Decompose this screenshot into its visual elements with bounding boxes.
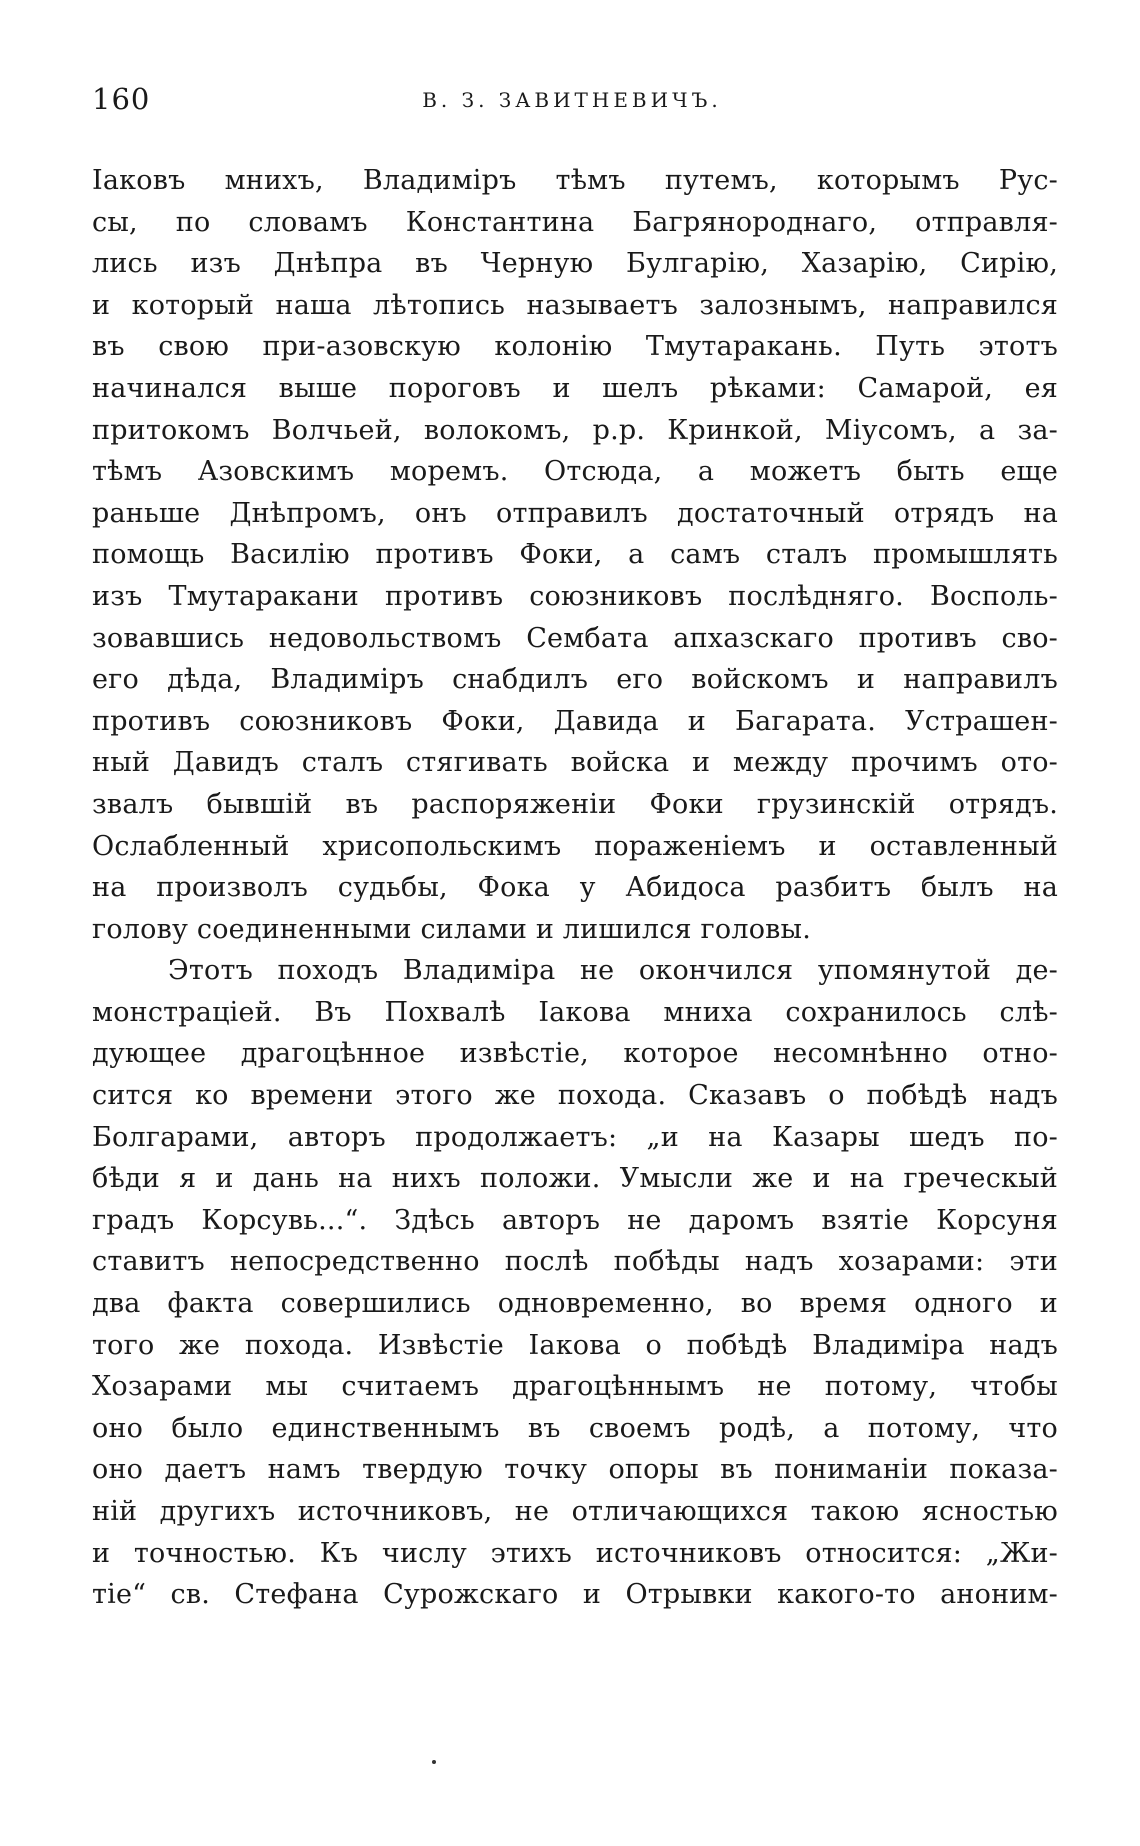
text-line: начинался выше пороговъ и шелъ рѣками: Самарой, ея [92,372,1058,404]
text-line: бѣди я и дань на нихъ положи. Умысли же и на греческый [92,1163,1058,1195]
text-line: изъ Тмутаракани противъ союзниковъ послѣдняго. Восполь- [92,580,1058,612]
text-line: помощь Василію противъ Фоки, а самъ сталъ промышлять [92,539,1058,571]
text-line: дующее драгоцѣнное извѣстіе, которое несомнѣнно отно- [92,1038,1058,1070]
text-line: Іаковъ мнихъ, Владиміръ тѣмъ путемъ, которымъ Рус- [92,165,1058,196]
text-line: ній другихъ источниковъ, не отличающихся такою ясностью [92,1496,1058,1527]
text-line: его дѣда, Владиміръ снабдилъ его войскомъ и направилъ [92,664,1058,696]
text-line: тіе“ св. Стефана Сурожскаго и Отрывки какого-то аноним- [92,1579,1058,1611]
stray-ink-mark [432,1760,436,1764]
running-head: В. З. ЗАВИТНЕВИЧЪ. [422,88,722,112]
text-line: голову соединенными силами и лишился головы. [92,913,812,945]
page-header [92,82,1052,122]
text-line: сы, по словамъ Константина Багрянороднаго, отправля- [92,206,1058,238]
text-line: притокомъ Волчьей, волокомъ, р.р. Кринкой, Міусомъ, а за- [92,414,1058,446]
text-line: монстраціей. Въ Похвалѣ Іакова мниха сохранилось слѣ- [92,996,1058,1028]
text-line: градъ Корсувь...“. Здѣсь авторъ не даромъ взятіе Корсуня [92,1204,1058,1236]
page-number: 160 [92,82,151,116]
body-text [92,160,1058,1616]
text-line: и который наша лѣтопись называетъ залознымъ, направился [92,289,1058,321]
text-line: того же похода. Извѣстіе Іакова о побѣдѣ Владиміра надъ [92,1329,1058,1361]
text-line: оно было единственнымъ въ своемъ родѣ, а потому, что [92,1412,1058,1444]
text-line: на произволъ судьбы, Фока у Абидоса разбитъ былъ на [92,872,1058,904]
text-line: зовавшись недовольствомъ Сембата апхазскаго противъ сво- [92,622,1058,654]
text-line: звалъ бывшій въ распоряженіи Фоки грузинскій отрядъ. [92,788,1058,820]
text-line: оно даетъ намъ твердую точку опоры въ пониманіи показа- [92,1454,1058,1486]
text-line: Хозарами мы считаемъ драгоцѣннымъ не потому, чтобы [92,1371,1058,1403]
text-line: лись изъ Днѣпра въ Черную Булгарію, Хазарію, Сирію, [92,248,1058,280]
text-line: противъ союзниковъ Фоки, Давида и Багарата. Устрашен- [92,705,1058,737]
text-line: ный Давидъ сталъ стягивать войска и между прочимъ ото- [92,747,1058,779]
text-line: два факта совершились одновременно, во время одного и [92,1288,1058,1320]
text-line: тѣмъ Азовскимъ моремъ. Отсюда, а можетъ быть еще [92,456,1058,488]
text-line: Этотъ походъ Владиміра не окончился упомянутой де- [168,955,1058,987]
text-line: раньше Днѣпромъ, онъ отправилъ достаточный отрядъ на [92,497,1058,529]
paragraph [92,950,1058,1616]
text-line: и точностью. Къ числу этихъ источниковъ относится: „Жи- [92,1537,1058,1569]
text-line: сится ко времени этого же похода. Сказавъ о побѣдѣ надъ [92,1080,1058,1112]
text-line: ставитъ непосредственно послѣ побѣды надъ хозарами: эти [92,1246,1058,1278]
text-line: въ свою при-азовскую колонію Тмутаракань. Путь этотъ [92,331,1058,363]
text-line: Болгарами, авторъ продолжаетъ: „и на Казары шедъ по- [92,1121,1058,1153]
text-line: Ослабленный хрисопольскимъ пораженіемъ и оставленный [92,830,1058,862]
paragraph [92,160,1058,950]
